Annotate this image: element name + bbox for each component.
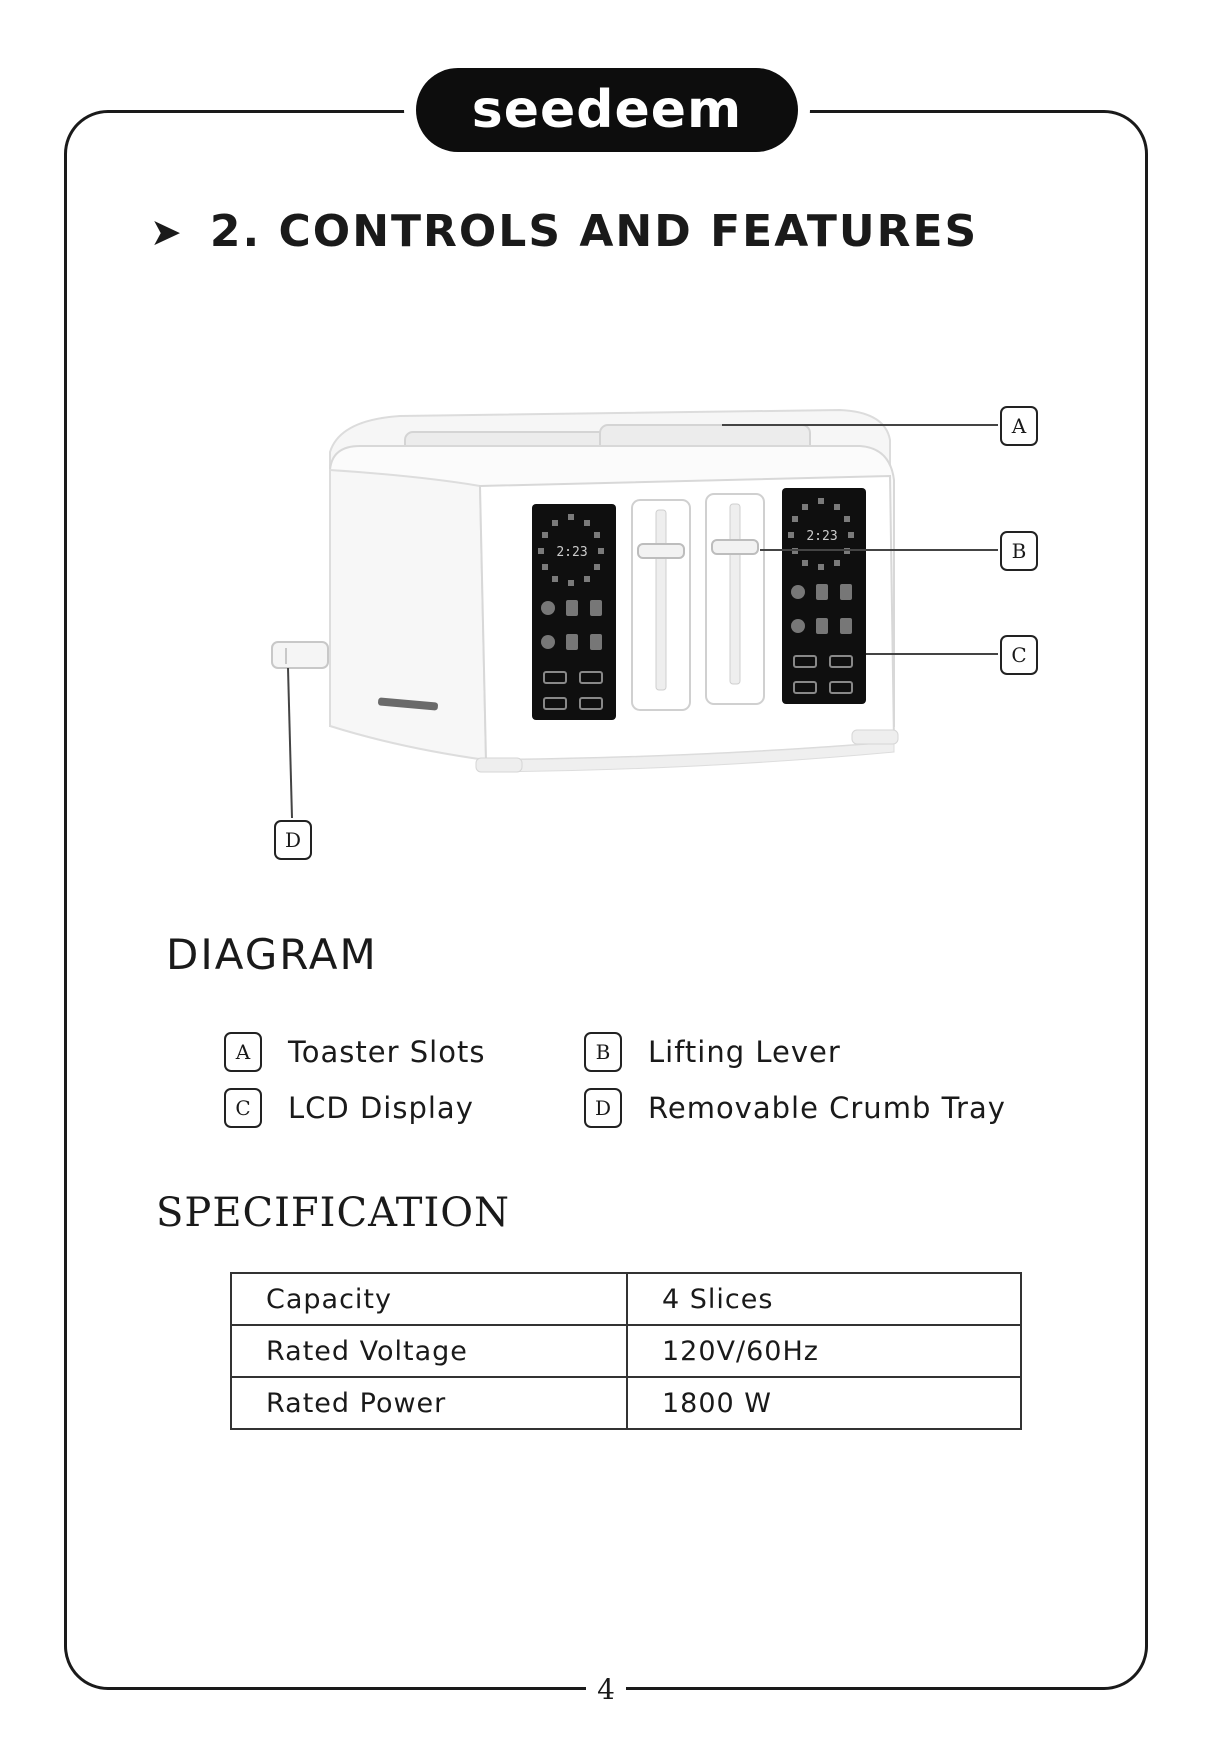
arrow-right-icon: ➤ [150,209,182,254]
lifting-lever-right [712,540,758,554]
control-panel-left-time: 2:23 [556,545,588,560]
legend-letter-c: C [224,1088,262,1128]
crumb-tray-handle [272,642,328,668]
legend-label-crumb-tray: Removable Crumb Tray [648,1091,1006,1125]
legend-item-lifting-lever [584,1032,841,1072]
diagram-title: DIAGRAM [166,930,378,979]
spec-value: 4 Slices [627,1273,1021,1325]
legend-label-lifting-lever: Lifting Lever [648,1035,841,1069]
specification-title: SPECIFICATION [156,1190,511,1236]
toaster-side-edge [330,470,486,760]
legend-item-lcd-display [224,1088,474,1128]
lever-track-left [656,510,666,690]
legend-label-toaster-slots: Toaster Slots [288,1035,486,1069]
table-row [231,1325,1021,1377]
legend-label-lcd-display: LCD Display [288,1091,474,1125]
legend-letter-d: D [584,1088,622,1128]
callout-b: B [1000,531,1038,571]
table-row [231,1377,1021,1429]
legend-item-toaster-slots [224,1032,485,1072]
callout-d: D [274,820,312,860]
lever-track-right [730,504,740,684]
toaster-foot-right [852,730,898,744]
spec-label: Capacity [231,1273,627,1325]
spec-value: 120V/60Hz [627,1325,1021,1377]
legend-letter-b: B [584,1032,622,1072]
legend-item-crumb-tray [584,1088,1006,1128]
control-panel-right-time: 2:23 [806,529,838,544]
section-heading-text: 2. CONTROLS AND FEATURES [209,206,979,257]
spec-value: 1800 W [627,1377,1021,1429]
spec-label: Rated Voltage [231,1325,627,1377]
callout-c: C [1000,635,1038,675]
lifting-lever-left [638,544,684,558]
callout-a: A [1000,406,1038,446]
table-row [231,1273,1021,1325]
spec-label: Rated Power [231,1377,627,1429]
legend-letter-a: A [224,1032,262,1072]
brand-logo-text: seedeem [471,80,743,140]
page-number: 4 [586,1668,626,1712]
specification-table [230,1272,1022,1430]
toaster-foot-left [476,758,522,772]
leader-line-d [288,668,292,818]
page-footer [0,1668,1214,1712]
